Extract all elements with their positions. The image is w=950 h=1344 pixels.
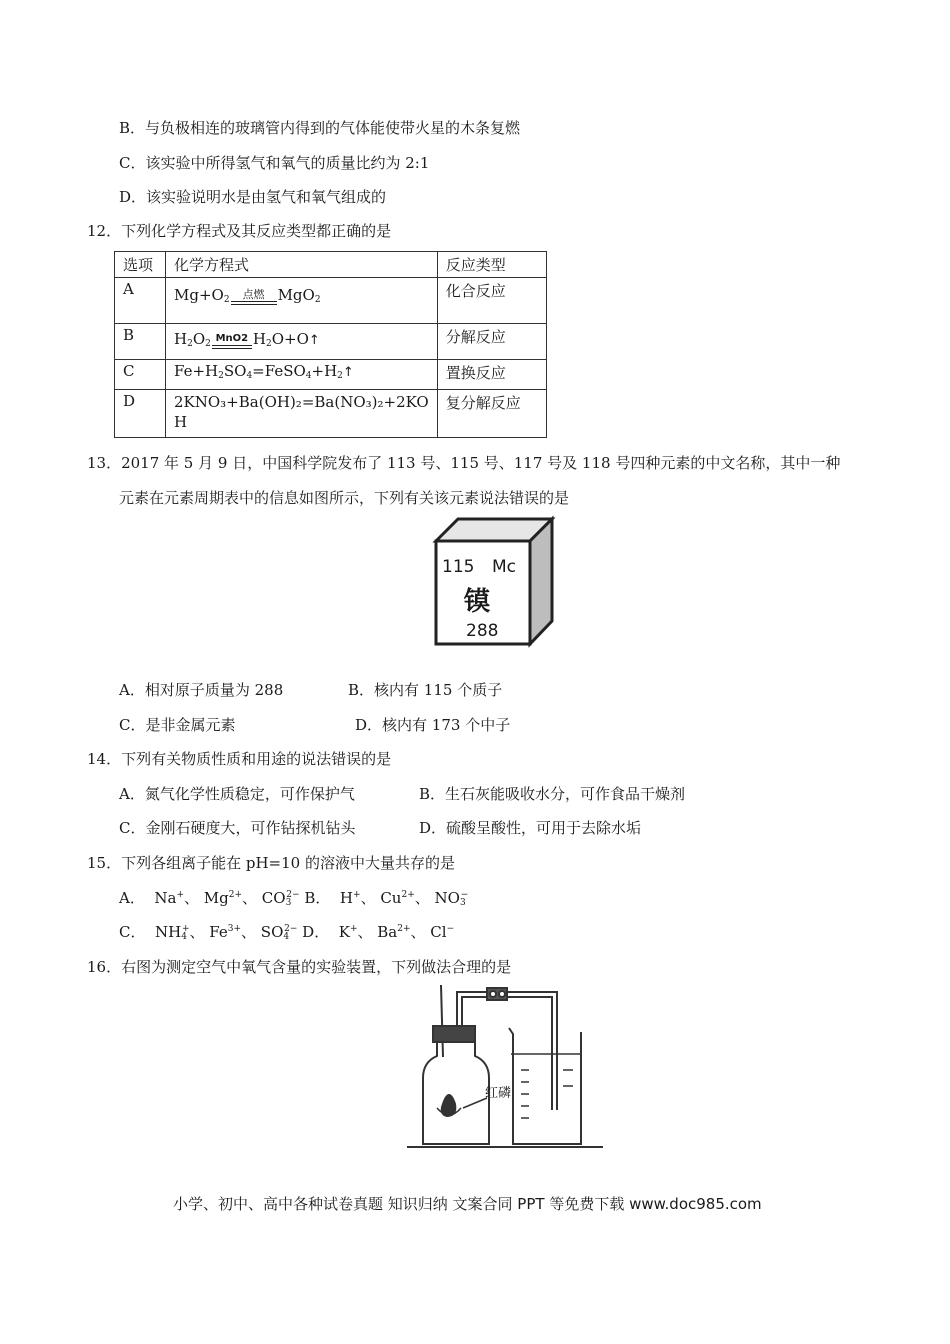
q11-option-d: D．该实验说明水是由氢气和氧气组成的 — [119, 188, 387, 206]
header-type: 反应类型 — [437, 252, 546, 278]
q13-stem-line2: 元素在元素周期表中的信息如图所示，下列有关该元素说法错误的是 — [119, 489, 570, 507]
q13-option-c: C．是非金属元素 — [119, 716, 236, 734]
apparatus-figure — [405, 982, 605, 1152]
q14-stem: 14．下列有关物质性质和用途的说法错误的是 — [87, 750, 392, 768]
element-cube-figure — [430, 515, 560, 650]
row-d-type: 复分解反应 — [437, 390, 546, 438]
table-row — [115, 360, 547, 390]
table-header-row — [115, 252, 547, 278]
element-symbol: Mc — [492, 557, 517, 577]
row-b-option: B — [115, 324, 166, 360]
q14-option-b: B．生石灰能吸收水分，可作食品干燥剂 — [419, 785, 686, 803]
element-number: 115 — [442, 557, 475, 577]
gas-arrow-icon: ↑ — [342, 365, 354, 380]
header-option: 选项 — [115, 252, 166, 278]
q14-option-c: C．金刚石硬度大，可作钻探机钻头 — [119, 819, 356, 837]
q12-table — [114, 251, 547, 438]
q13-option-b: B．核内有 115 个质子 — [348, 681, 503, 699]
table-row — [115, 324, 547, 360]
element-name: 镆 — [464, 587, 491, 617]
q11-option-c: C．该实验中所得氢气和氧气的质量比约为 2:1 — [119, 154, 430, 172]
page-footer: 小学、初中、高中各种试卷真题 知识归纳 文案合同 PPT 等免费下载 www.doc985.com — [173, 1195, 762, 1213]
catalyst-mark: MnO2 — [212, 333, 252, 349]
row-c-type: 置换反应 — [437, 360, 546, 390]
row-b-type: 分解反应 — [437, 324, 546, 360]
q15-options-ab: A． Na+、 $Mg^{2+}$、 $CO_3^{2-}$ B． H+、 $Cu^{2+}$、 $NO_3^-$ — [119, 889, 469, 908]
gas-arrow-icon: ↑ — [308, 333, 320, 348]
element-mass: 288 — [466, 621, 499, 641]
row-a-type: 化合反应 — [437, 278, 546, 324]
q13-option-a: A．相对原子质量为 288 — [119, 681, 284, 699]
q16-stem: 16．右图为测定空气中氧气含量的实验装置，下列做法合理的是 — [87, 958, 512, 976]
q11-option-b: B．与负极相连的玻璃管内得到的气体能使带火星的木条复燃 — [119, 119, 521, 137]
table-row — [115, 390, 547, 438]
q14-option-d: D．硫酸呈酸性，可用于去除水垢 — [419, 819, 642, 837]
table-row — [115, 278, 547, 324]
condition-mark: 点燃 — [231, 289, 277, 305]
q13-stem-line1: 13．2017 年 5 月 9 日，中国科学院发布了 113 号、115 号、117 号及 118 号四种元素的中文名称，其中一种 — [87, 454, 841, 472]
header-equation: 化学方程式 — [166, 252, 438, 278]
red-phosphorus-label: 红磷 — [485, 1086, 512, 1101]
row-a-option: A — [115, 278, 166, 324]
q12-stem: 12．下列化学方程式及其反应类型都正确的是 — [87, 222, 392, 240]
row-b-equation: $H_2O_2$ MnO2 $H_2O+O↑$ — [166, 324, 438, 360]
q15-stem: 15．下列各组离子能在 pH=10 的溶液中大量共存的是 — [87, 854, 455, 872]
row-c-equation: $Fe+H_2SO_4=FeSO_4+H_2↑$ — [166, 360, 438, 390]
q15-options-cd: C． $NH_4^+$、 $Fe^{3+}$、 $SO_4^{2-}$ D． K+、 $Ba^{2+}$、 Cl− — [119, 923, 455, 942]
q13-option-d: D．核内有 173 个中子 — [355, 716, 511, 734]
row-a-equation: $Mg+O_2$ 点燃 MgO$_2$ — [166, 278, 438, 324]
q14-option-a: A．氮气化学性质稳定，可作保护气 — [119, 785, 355, 803]
row-d-equation: 2KNO₃+Ba(OH)₂=Ba(NO₃)₂+2KO H — [166, 390, 438, 438]
row-c-option: C — [115, 360, 166, 390]
row-d-option: D — [115, 390, 166, 438]
